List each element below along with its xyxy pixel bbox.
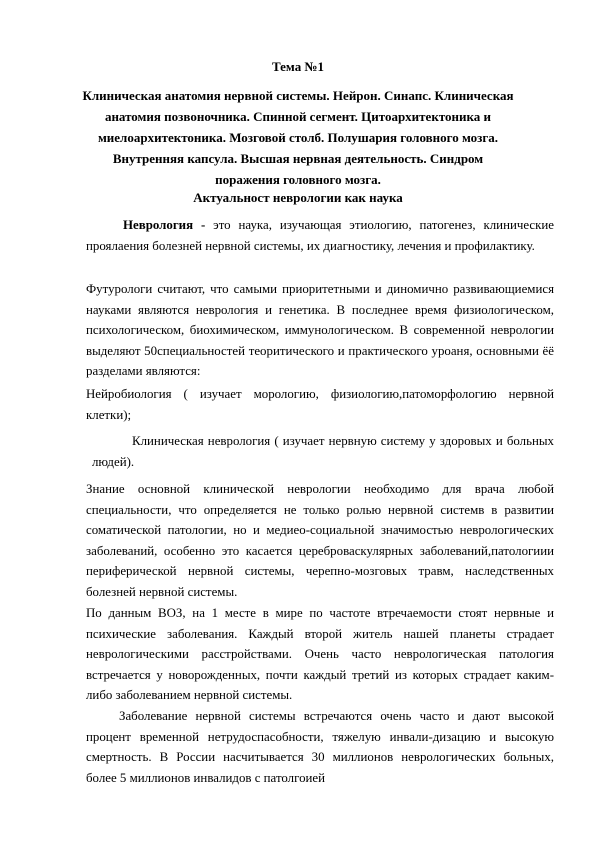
paragraph-definition xyxy=(86,215,554,256)
paragraph-who-data: По данным ВОЗ, на 1 месте в мире по частоте втречаемости стоят нервные и психические заболевания. Каждый второй житель нашей планеты страдает неврологическими расстройствами. Очень часто неврологическая патология встречается у новорожденных, почти каждый третий из которых страдает каким-либо заболеванием нервной системы. xyxy=(86,606,554,703)
paragraph-neurobiology: Нейробиология ( изучает морологию, физиологию,патоморфологию нервной клетки); xyxy=(86,387,554,422)
paragraph-disability: Заболевание нервной системы встречаются очень часто и дают высокой процент временной нетрудоспасобности, тяжелую инвали-дизацию и высокую смертность. В России насчитывается 30 миллионов неврологических больных, более 5 миллионов инвалидов с патолгоией xyxy=(86,709,554,785)
paragraph-knowledge: Знание основной клинической неврологии необходимо для врача любой специальности, что определяется не только ролью нервной системв в развитии соматической патологии, но и медиео-социальной значимостью неврологических заболеваний, особенно это касается цереброваскулярных заболеваний,патологиии периферической нервной системы, черепно-мозговых травм, наследственных болезней нервной системы. xyxy=(86,482,554,599)
defined-term: Неврология - xyxy=(123,218,206,232)
document-title: Клиническая анатомия нервной системы. Нейрон. Синапс. Клиническая анатомия позвоночника. Спинной сегмент. Цитоархитектоника и миелоархитектоника. Мозговой столб. Полушария головного мозга. Внутренняя капсула. Высшая нервная деятельность. Синдром поражения головного мозга. xyxy=(82,88,514,187)
definition-text: это наука, изучающая этиологию, патогенез, клинические проялаения болезней нервной системы, их диагностику, лечения и профилактику. xyxy=(86,218,554,253)
topic-heading: Тема №1 xyxy=(271,59,325,74)
paragraph-clinical-neurology: Клиническая неврология ( изучает нервную систему у здоровых и больных людей). xyxy=(92,434,554,469)
section-subtitle: Актуальност неврологии как наука xyxy=(193,190,403,205)
paragraph-futurologists: Футурологи считают, что самыми приоритетными и диномично развивающиемися науками являются неврология и генетика. В последнее время физиологическом, психологическом, биохимическом, иммунологическом. В современной неврологии выделяют 50специальностей теоритического и практического уроаня, основными ёё разделами являются: xyxy=(86,282,554,379)
